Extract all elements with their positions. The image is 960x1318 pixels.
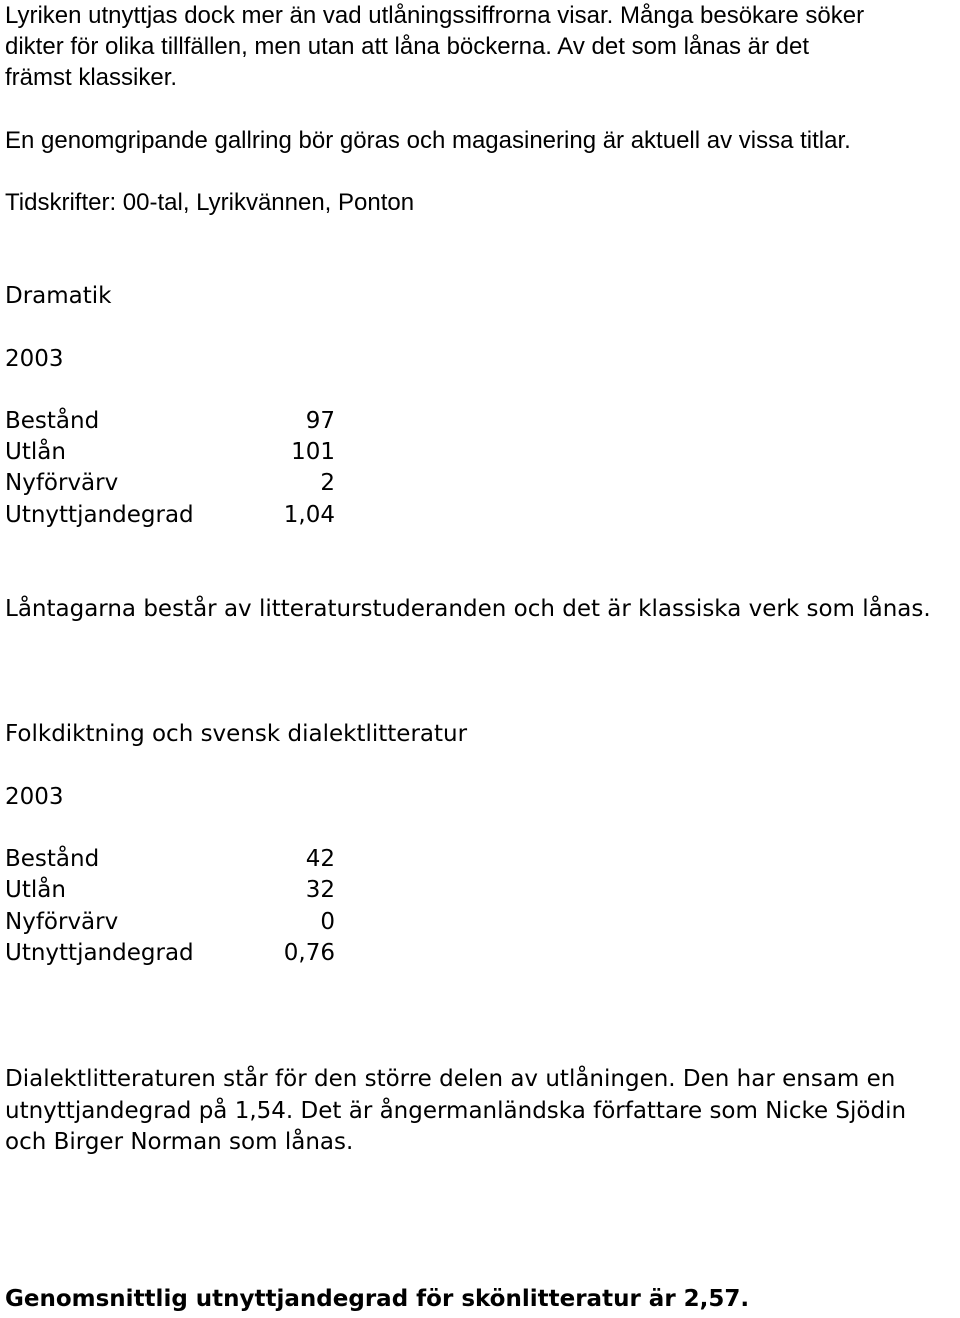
dramatik-stat-row — [5, 472, 335, 502]
folkdiktning-stat-row — [5, 942, 335, 972]
folkdiktning-year: 2003 — [5, 784, 64, 810]
dramatik-heading: Dramatik — [5, 283, 112, 309]
intro-line-2: dikter för olika tillfällen, men utan att låna böckerna. Av det som lånas är det — [5, 33, 809, 60]
stat-label: Bestånd — [5, 408, 100, 434]
intro-line-3: främst klassiker. — [5, 64, 178, 91]
stat-value: 1,04 — [283, 502, 335, 528]
stat-value: 32 — [305, 877, 335, 903]
stat-label: Utlån — [5, 877, 66, 903]
tidskrifter-text: Tidskrifter: 00-tal, Lyrikvännen, Ponton — [5, 189, 415, 216]
stat-label: Utlån — [5, 439, 66, 465]
stat-label: Bestånd — [5, 846, 100, 872]
stat-value: 0 — [320, 909, 335, 935]
stat-value: 42 — [305, 846, 335, 872]
folkdiktning-note-line-1: Dialektlitteraturen står för den större delen av utlåningen. Den har ensam en — [5, 1066, 896, 1092]
stat-value: 97 — [305, 408, 335, 434]
folkdiktning-stat-row — [5, 879, 335, 909]
stat-value: 0,76 — [283, 940, 335, 966]
dramatik-year: 2003 — [5, 346, 64, 372]
stat-label: Nyförvärv — [5, 470, 119, 496]
intro-line-1: Lyriken utnyttjas dock mer än vad utlåningssiffrorna visar. Många besökare söker — [5, 2, 865, 29]
gallring-text: En genomgripande gallring bör göras och magasinering är aktuell av vissa titlar. — [5, 127, 851, 154]
stat-label: Nyförvärv — [5, 909, 119, 935]
summary-text: Genomsnittlig utnyttjandegrad för skönlitteratur är 2,57. — [5, 1286, 750, 1312]
folkdiktning-note-line-2: utnyttjandegrad på 1,54. Det är ångermanländska författare som Nicke Sjödin — [5, 1098, 907, 1124]
folkdiktning-note-line-3: och Birger Norman som lånas. — [5, 1129, 354, 1155]
dramatik-stat-row — [5, 504, 335, 534]
stat-value: 2 — [320, 470, 335, 496]
stat-label: Utnyttjandegrad — [5, 940, 194, 966]
stat-value: 101 — [291, 439, 335, 465]
dramatik-note: Låntagarna består av litteraturstuderanden och det är klassiska verk som lånas. — [5, 596, 931, 622]
folkdiktning-stat-row — [5, 848, 335, 878]
folkdiktning-stat-row — [5, 911, 335, 941]
dramatik-stat-row — [5, 441, 335, 471]
folkdiktning-heading: Folkdiktning och svensk dialektlitteratur — [5, 721, 468, 747]
dramatik-stat-row — [5, 410, 335, 440]
stat-label: Utnyttjandegrad — [5, 502, 194, 528]
